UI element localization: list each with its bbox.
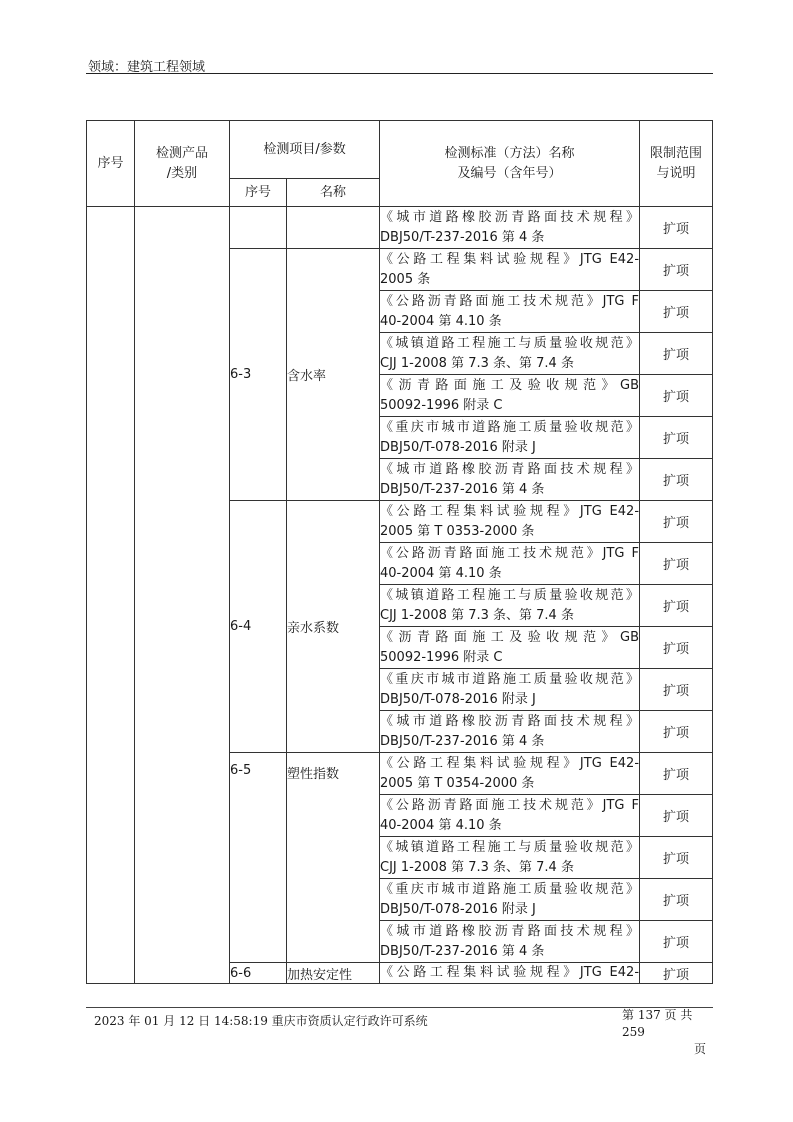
limit-cell: 扩项 bbox=[640, 753, 713, 795]
col-header-standard: 检测标准（方法）名称 及编号（含年号） bbox=[380, 121, 640, 207]
footer-divider bbox=[86, 1007, 713, 1008]
standard-cell: 《公路沥青路面施工技术规范》JTG F 40-2004 第 4.10 条 bbox=[380, 543, 640, 585]
col-header-seq: 序号 bbox=[87, 121, 135, 207]
standard-cell: 《城镇道路工程施工与质量验收规范》 CJJ 1-2008 第 7.3 条、第 7.4 条 bbox=[380, 837, 640, 879]
standard-cell: 《公路工程集料试验规程》JTG E42- 2005 第 T 0354-2000 条 bbox=[380, 753, 640, 795]
col-header-item-param: 检测项目/参数 bbox=[230, 121, 380, 179]
header-divider bbox=[86, 73, 713, 74]
limit-cell: 扩项 bbox=[640, 501, 713, 543]
standard-cell: 《城市道路橡胶沥青路面技术规程》 DBJ50/T-237-2016 第 4 条 bbox=[380, 207, 640, 249]
page-number-line1: 第 137 页 共 259 bbox=[622, 1008, 693, 1039]
col-header-category: 检测产品 /类别 bbox=[135, 121, 230, 207]
param-seq-6-6: 6-6 bbox=[230, 963, 287, 984]
param-name-plasticity-index: 塑性指数 bbox=[287, 753, 380, 963]
standard-cell: 《城市道路橡胶沥青路面技术规程》 DBJ50/T-237-2016 第 4 条 bbox=[380, 459, 640, 501]
page-number-line2: 页 bbox=[694, 1042, 707, 1056]
limit-cell: 扩项 bbox=[640, 921, 713, 963]
seq-cell-empty bbox=[87, 207, 135, 984]
limit-cell: 扩项 bbox=[640, 585, 713, 627]
standard-cell: 《城市道路橡胶沥青路面技术规程》 DBJ50/T-237-2016 第 4 条 bbox=[380, 711, 640, 753]
standard-cell: 《公路工程集料试验规程》JTG E42- 2005 条 bbox=[380, 249, 640, 291]
footer-timestamp-system: 2023 年 01 月 12 日 14:58:19 重庆市资质认定行政许可系统 bbox=[94, 1014, 428, 1028]
limit-cell: 扩项 bbox=[640, 543, 713, 585]
limit-cell: 扩项 bbox=[640, 333, 713, 375]
limit-cell: 扩项 bbox=[640, 669, 713, 711]
param-seq-6-4: 6-4 bbox=[230, 501, 287, 753]
sub-seq-cell-empty bbox=[230, 207, 287, 249]
standard-cell: 《重庆市城市道路施工质量验收规范》 DBJ50/T-078-2016 附录 J bbox=[380, 417, 640, 459]
param-name-hydrophilic-coefficient: 亲水系数 bbox=[287, 501, 380, 753]
page-number bbox=[622, 1007, 714, 1058]
col-header-sub-seq: 序号 bbox=[230, 179, 287, 207]
standard-cell: 《城镇道路工程施工与质量验收规范》 CJJ 1-2008 第 7.3 条、第 7.4 条 bbox=[380, 585, 640, 627]
category-cell-empty bbox=[135, 207, 230, 984]
limit-cell: 扩项 bbox=[640, 417, 713, 459]
standard-cell: 《公路沥青路面施工技术规范》JTG F 40-2004 第 4.10 条 bbox=[380, 795, 640, 837]
limit-cell: 扩项 bbox=[640, 837, 713, 879]
standard-cell: 《沥青路面施工及验收规范》GB 50092-1996 附录 C bbox=[380, 627, 640, 669]
limit-cell: 扩项 bbox=[640, 795, 713, 837]
standard-cell: 《公路工程集料试验规程》JTG E42- bbox=[380, 963, 640, 984]
standard-cell: 《重庆市城市道路施工质量验收规范》 DBJ50/T-078-2016 附录 J bbox=[380, 669, 640, 711]
limit-cell: 扩项 bbox=[640, 207, 713, 249]
limit-cell: 扩项 bbox=[640, 879, 713, 921]
param-seq-6-5: 6-5 bbox=[230, 753, 287, 963]
inspection-standards-table bbox=[86, 120, 713, 984]
limit-cell: 扩项 bbox=[640, 459, 713, 501]
limit-cell: 扩项 bbox=[640, 711, 713, 753]
param-seq-6-3: 6-3 bbox=[230, 249, 287, 501]
standard-cell: 《公路沥青路面施工技术规范》JTG F 40-2004 第 4.10 条 bbox=[380, 291, 640, 333]
standard-cell: 《公路工程集料试验规程》JTG E42- 2005 第 T 0353-2000 条 bbox=[380, 501, 640, 543]
standard-cell: 《城市道路橡胶沥青路面技术规程》 DBJ50/T-237-2016 第 4 条 bbox=[380, 921, 640, 963]
col-header-limit: 限制范围 与说明 bbox=[640, 121, 713, 207]
limit-cell: 扩项 bbox=[640, 963, 713, 984]
param-name-heating-stability: 加热安定性 bbox=[287, 963, 380, 984]
limit-cell: 扩项 bbox=[640, 291, 713, 333]
document-domain-header: 领域：建筑工程领域 bbox=[88, 60, 206, 75]
limit-cell: 扩项 bbox=[640, 249, 713, 291]
standard-cell: 《沥青路面施工及验收规范》GB 50092-1996 附录 C bbox=[380, 375, 640, 417]
sub-name-cell-empty bbox=[287, 207, 380, 249]
col-header-sub-name: 名称 bbox=[287, 179, 380, 207]
limit-cell: 扩项 bbox=[640, 627, 713, 669]
standard-cell: 《城镇道路工程施工与质量验收规范》 CJJ 1-2008 第 7.3 条、第 7.4 条 bbox=[380, 333, 640, 375]
limit-cell: 扩项 bbox=[640, 375, 713, 417]
standard-cell: 《重庆市城市道路施工质量验收规范》 DBJ50/T-078-2016 附录 J bbox=[380, 879, 640, 921]
param-name-moisture-content: 含水率 bbox=[287, 249, 380, 501]
